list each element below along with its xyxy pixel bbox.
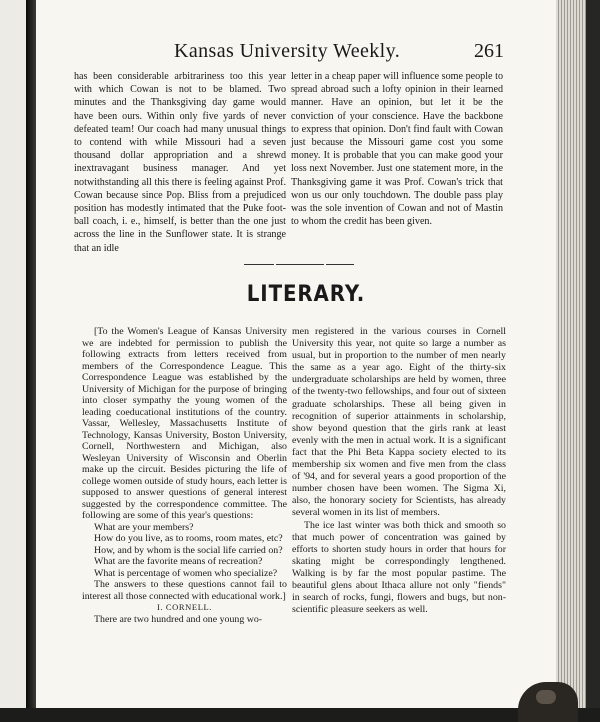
paragraph: has been considerable arbitrariness too this year with which Cowan is not to be blamed. Two minutes and the Thanksgiving day game would have been ours. Within only five yards of never defeated team! Our coach had many unusual things to contend with while Missouri had a seven thousand dollar appropriation and a shrewd inextravagant business manager. And yet notwithstanding all this there is feeling against Prof. Cowan because since Pop. Bliss from a prejudiced position has modestly intimated that the Puke foot-ball coach, i. e., himself, is better than the one just across the line in the Sunflower state. It is strange that an idle — [74, 71, 286, 254]
page-number: 261 — [474, 40, 504, 62]
column-top-right — [291, 70, 503, 228]
column-bottom-right — [292, 326, 506, 616]
column-top-left — [74, 70, 286, 255]
intro-paragraph: [To the Women's League of Kansas University we are indebted for permission to publish the following extracts from letters received from members of the Correspondence League. This Correspondence League was established by the University of Michigan for the purpose of bringing into closer sympathy the young women of the leading coeducational institutions of the country. Vassar, Wellesley, Massachusetts Institute of Technology, Kansas University, Boston University, Cornell, Northwestern and Michigan, also Wesleyan University of Wisconsin and Oberlin make up the circuit. Besides picturing the life of college women outside of study hours, each letter is supposed to answer questions of general interest suggested by the correspondence committee. The following are some of this year's questions: — [82, 326, 287, 521]
running-title: Kansas University Weekly. — [174, 40, 401, 62]
divider-rule — [326, 264, 354, 265]
question: What are the favorite means of recreation? — [94, 556, 263, 567]
page-header — [36, 38, 556, 68]
hand-highlight — [536, 690, 556, 704]
page-stack-edges — [556, 0, 586, 708]
closing-paragraph: The answers to these questions cannot fail to interest all those connected with educational work.] — [82, 579, 287, 602]
book-cover-edge — [586, 0, 600, 708]
question: How, and by whom is the social life carried on? — [94, 544, 283, 556]
divider-rule — [244, 264, 274, 265]
divider-rule — [276, 264, 324, 265]
question: What is percentage of women who specialize? — [94, 567, 278, 579]
column-bottom-left — [82, 326, 287, 625]
question: What are your members? — [94, 521, 194, 533]
section-heading: LITERARY. — [246, 282, 366, 307]
subheading: I. CORNELL. — [157, 602, 212, 612]
paragraph: men registered in the various courses in Cornell University this year, not quite so large a number as usual, but in proportion to the number of men nearly the same as a year ago. Eight of the thirty-six undergraduate scholarships are held by women, three of the twenty-two fellowships, and four out of sixteen graduate scholarships. These all being given in recognition of superior attainments in scholarship, show beyond question that the girls rank at least evenly with the men in actual work. It is a significant fact that the Phi Beta Kappa society elected to its membership six women and five men from the class of '94, and for several years a good proportion of the number chosen have been women. The Sigma Xi, also, the honorary society for Scientists, has already several women in its list of members. — [292, 326, 506, 519]
book-page — [36, 0, 556, 708]
question: How do you live, as to rooms, room mates, etc? — [94, 533, 283, 544]
facing-page-edge — [0, 0, 26, 708]
paragraph: The ice last winter was both thick and smooth so that much power of concentration was gained by efforts to shorten study hours in order that hours for skating might be correspondingly lengthened. Walking is by far the most popular pastime. The beautiful glens about Ithaca allure not only "fiends" in search of rocks, fungi, flowers and bugs, but non-scientific pleasure seekers as well. — [292, 519, 506, 616]
paragraph: There are two hundred and one young wo- — [94, 613, 263, 625]
book-gutter — [26, 0, 36, 708]
paragraph: letter in a cheap paper will influence some people to spread abroad such a lofty opinion in their learned manner. Have an opinion, but let it be the conviction of your conscience. Have the backbone to express that opinion. Don't find fault with Cowan just because the Missouri game cost you some money. It is probable that you can make good your loss next November. Just one statement more, in the Thanksgiving game it was Prof. Cowan's trick that won us our only touchdown. The double pass play was the sole invention of Cowan and not of Mastin to whom the credit has been given. — [291, 71, 503, 228]
